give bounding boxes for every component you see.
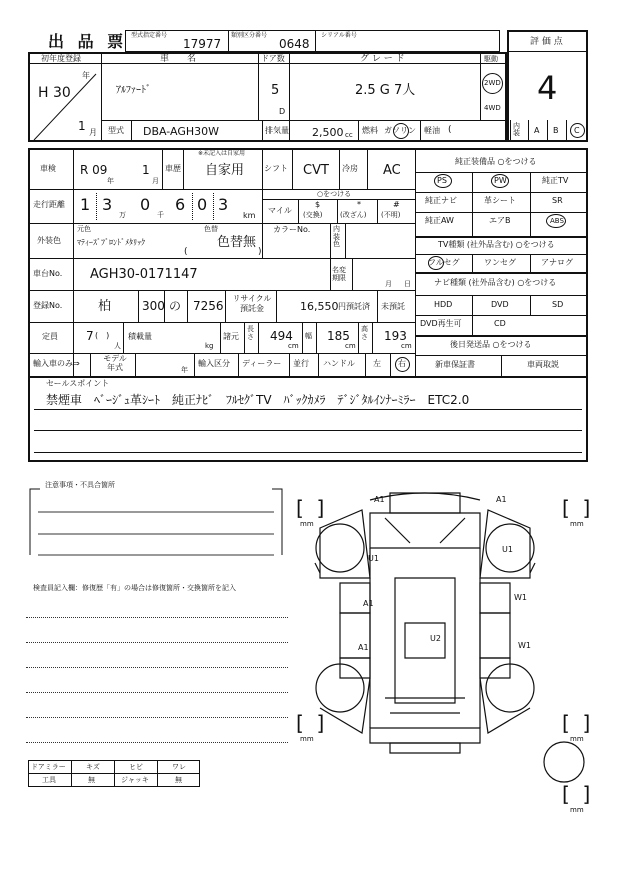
paren-close: ) bbox=[258, 247, 262, 257]
length-cm: cm bbox=[288, 342, 299, 350]
width-label: 幅 bbox=[305, 332, 312, 340]
recycle-unpaid: 未預託 bbox=[381, 302, 405, 311]
table-h2: キズ bbox=[86, 763, 100, 771]
recycle-value: 16,550 bbox=[300, 300, 339, 313]
class-label: 類別区分番号 bbox=[231, 32, 268, 39]
capacity-value: 7 bbox=[86, 329, 94, 343]
handle-right: 右 bbox=[398, 359, 406, 368]
chassis-label: 車台No. bbox=[33, 269, 63, 278]
model-code-label: 型式 bbox=[108, 126, 124, 135]
table-r1: 工具 bbox=[42, 776, 56, 784]
drive-label: 駆動 bbox=[484, 55, 498, 63]
history-note: ※未記入は自家用 bbox=[198, 150, 246, 157]
tv-oneseg: ワンセグ bbox=[484, 258, 516, 267]
tire-bracket-spare: [ ] bbox=[562, 782, 591, 806]
handle-left: 左 bbox=[373, 359, 381, 368]
tire-mm-spare: mm bbox=[570, 806, 584, 814]
mile-option: マイル bbox=[268, 206, 292, 215]
mileage-digit-1: 1 bbox=[80, 195, 91, 214]
star-mark: * bbox=[357, 200, 361, 209]
caution-label: 注意事項・不具合箇所 bbox=[45, 481, 115, 489]
equip-pw: PW bbox=[494, 176, 507, 185]
drive-4wd: 4WD bbox=[484, 104, 501, 112]
exterior-label: 外装色 bbox=[37, 236, 61, 245]
mark-roof: U2 bbox=[430, 634, 441, 643]
shift-label: シフト bbox=[264, 164, 288, 173]
drive-2wd: 2WD bbox=[484, 79, 501, 87]
table-r2: 無 bbox=[88, 776, 95, 784]
equip-sr: SR bbox=[552, 196, 563, 205]
table-r3: ジャッキ bbox=[121, 776, 149, 784]
history-value: 自家用 bbox=[205, 163, 245, 178]
reg-num: 7256 bbox=[193, 299, 224, 313]
man-unit: 万 bbox=[119, 211, 126, 219]
equip-abs-circle bbox=[546, 214, 566, 228]
interior-color-label: 内装色 bbox=[333, 225, 340, 249]
tire-bracket-rl: [ ] bbox=[296, 711, 325, 735]
navi-dvd: DVD bbox=[491, 300, 509, 309]
reg-area: 柏 bbox=[98, 299, 112, 314]
tv-analog: アナログ bbox=[541, 258, 573, 267]
mark-door-rear-right: W1 bbox=[518, 641, 531, 650]
mark-door-front-right: W1 bbox=[514, 593, 527, 602]
table-h1: ドアミラー bbox=[31, 763, 66, 771]
mileage-digit-5: 0 bbox=[197, 195, 208, 214]
grade-label: グ レ ー ド bbox=[360, 54, 405, 64]
mark-fender-right: U1 bbox=[502, 545, 513, 554]
height-value: 193 bbox=[384, 329, 407, 343]
equip-ps: PS bbox=[437, 176, 447, 185]
dealer-option: ディーラー bbox=[242, 359, 282, 368]
interior-c: C bbox=[574, 126, 580, 135]
reg-class: 300 bbox=[142, 299, 165, 313]
equip-navi: 純正ナビ bbox=[425, 196, 457, 205]
interior-label: 内装 bbox=[513, 122, 520, 137]
equip-ps-circle bbox=[434, 174, 452, 188]
mark-fender-left: U1 bbox=[368, 554, 379, 563]
mark-door-rear-left: A1 bbox=[358, 643, 369, 652]
fuel-paren: ( ) bbox=[448, 125, 510, 135]
inspection-month-unit: 月 bbox=[152, 177, 159, 185]
car-name-value: ｱﾙﾌｧｰﾄﾞ bbox=[116, 85, 151, 96]
dims-label: 諸元 bbox=[223, 332, 239, 341]
repaint-value: 色替無 bbox=[217, 235, 257, 250]
spec-value: 17977 bbox=[183, 37, 222, 51]
height-cm: cm bbox=[401, 342, 412, 350]
width-value: 185 bbox=[327, 329, 350, 343]
score-label: 評 価 点 bbox=[530, 37, 563, 47]
fuel-label: 燃料 bbox=[362, 126, 378, 135]
tire-mm-fr: mm bbox=[570, 520, 584, 528]
interior-b: B bbox=[553, 126, 559, 135]
kg-unit: kg bbox=[205, 342, 214, 350]
repaint-label: 色替 bbox=[204, 225, 218, 233]
width-cm: cm bbox=[345, 342, 356, 350]
navi-cd: CD bbox=[494, 319, 506, 328]
tire-bracket-fr: [ ] bbox=[562, 496, 591, 520]
paren-open: ( bbox=[184, 247, 188, 257]
navi-type-header: ナビ種類 (社外品含む) ○をつける bbox=[434, 278, 557, 287]
capacity-label: 定員 bbox=[42, 332, 58, 341]
first-reg-month: 1 bbox=[78, 119, 86, 133]
fuel-circle bbox=[393, 123, 409, 139]
history-label: 車歴 bbox=[165, 164, 181, 173]
displacement-label: 排気量 bbox=[265, 126, 289, 135]
recycle-label: リサイクル預託金 bbox=[232, 294, 272, 313]
model-year-label: モデル年式 bbox=[103, 354, 127, 372]
name-change-label: 名変期限 bbox=[332, 266, 346, 283]
inspection-month: 1 bbox=[142, 163, 150, 177]
spec-label: 型式指定番号 bbox=[131, 32, 168, 39]
class-value: 0648 bbox=[279, 37, 310, 51]
interior-c-circle bbox=[570, 123, 585, 138]
cooler-value: AC bbox=[383, 163, 401, 178]
spare-tire bbox=[540, 738, 590, 788]
dollar-mark: $ bbox=[315, 200, 321, 209]
equip-header: 純正装備品 ○をつける bbox=[455, 157, 537, 166]
car-name-label: 車 名 bbox=[160, 54, 197, 64]
car-diagram bbox=[300, 488, 560, 758]
parallel-option: 並行 bbox=[293, 359, 309, 368]
recycle-paid: 円預託済 bbox=[338, 302, 370, 311]
displacement-value: 2,500 bbox=[312, 126, 344, 139]
tire-bracket-rr: [ ] bbox=[562, 711, 591, 735]
orig-color-value: ﾏﾃｨｰｽﾞﾌﾞﾛﾝﾄﾞﾒﾀﾘｯｸ bbox=[77, 238, 145, 247]
tire-mm-rr: mm bbox=[570, 735, 584, 743]
mileage-digit-3: 0 bbox=[140, 195, 151, 214]
year-unit: 年 bbox=[82, 71, 90, 80]
inspection-value: R 09 bbox=[80, 163, 108, 177]
handle-label: ハンドル bbox=[323, 359, 355, 368]
import-label: 輸入車のみ⇒ bbox=[33, 359, 80, 368]
navi-dvd-play: DVD再生可 bbox=[420, 319, 462, 328]
mileage-circle-note: ○をつける bbox=[317, 190, 352, 198]
inspection-year-unit: 年 bbox=[107, 177, 114, 185]
document-title: 出 品 票 bbox=[48, 32, 128, 51]
tampered-option: (改ざん) bbox=[340, 211, 367, 219]
table-h3: ヒビ bbox=[129, 763, 143, 771]
sen-unit: 千 bbox=[157, 211, 164, 219]
equip-aw: 純正AW bbox=[425, 216, 454, 225]
unknown-option: (不明) bbox=[381, 211, 401, 219]
reg-kana: の bbox=[169, 299, 182, 313]
first-reg-label: 初年度登録 bbox=[41, 54, 81, 63]
score-value: 4 bbox=[537, 69, 558, 107]
load-label: 積載量 bbox=[128, 332, 152, 341]
first-reg-era: H 30 bbox=[38, 85, 71, 101]
chassis-value: AGH30-0171147 bbox=[90, 267, 198, 282]
equip-pw-circle bbox=[491, 174, 509, 188]
color-no-label: カラーNo. bbox=[273, 225, 311, 234]
grade-value: 2.5 G 7人 bbox=[355, 83, 416, 98]
equip-leather: 革シート bbox=[484, 196, 516, 205]
later-warranty: 新車保証書 bbox=[435, 360, 475, 369]
import-class-label: 輸入区分 bbox=[198, 359, 230, 368]
exchange-option: (交換) bbox=[303, 211, 323, 219]
table-h4: ワレ bbox=[172, 763, 186, 771]
shift-value: CVT bbox=[303, 163, 329, 178]
name-change-month: 月 bbox=[385, 280, 392, 288]
door-suffix: D bbox=[279, 107, 286, 116]
length-label: 長さ bbox=[247, 325, 254, 341]
height-label: 高さ bbox=[361, 325, 368, 341]
model-code-value: DBA-AGH30W bbox=[143, 125, 220, 138]
tire-mm-fl: mm bbox=[300, 520, 314, 528]
equip-abs: ABS bbox=[550, 217, 564, 225]
month-unit: 月 bbox=[89, 128, 97, 137]
interior-a: A bbox=[534, 126, 540, 135]
mark-front-right: A1 bbox=[496, 495, 507, 504]
tire-mm-rl: mm bbox=[300, 735, 314, 743]
mileage-digit-2: 3 bbox=[102, 195, 113, 214]
mark-front-bumper: A1 bbox=[374, 495, 385, 504]
cooler-label: 冷房 bbox=[342, 164, 358, 173]
name-change-day: 日 bbox=[404, 280, 411, 288]
tv-fullseg-circle bbox=[428, 256, 444, 270]
cc-unit: cc bbox=[345, 131, 353, 139]
inspection-label: 車検 bbox=[40, 164, 56, 173]
tire-bracket-fl: [ ] bbox=[296, 496, 325, 520]
length-value: 494 bbox=[270, 329, 293, 343]
tv-fullseg: フルセグ bbox=[428, 258, 460, 267]
light-oil-label: 軽油 bbox=[424, 126, 440, 135]
navi-sd: SD bbox=[552, 300, 564, 309]
sales-label: セールスポイント bbox=[46, 379, 110, 388]
equip-airbag: エアB bbox=[489, 216, 511, 225]
header-box bbox=[125, 30, 500, 52]
doors-value: 5 bbox=[271, 83, 280, 98]
hash-mark: # bbox=[393, 200, 400, 209]
model-year-unit: 年 bbox=[181, 366, 188, 374]
fuel-gasoline: ガソリン bbox=[384, 126, 416, 135]
handle-right-circle bbox=[395, 357, 410, 372]
equip-tv: 純正TV bbox=[542, 176, 569, 185]
mileage-digit-4: 6 bbox=[175, 195, 186, 214]
serial-label: シリアル番号 bbox=[321, 32, 357, 39]
mileage-label: 走行距離 bbox=[33, 200, 65, 209]
table-r4: 無 bbox=[175, 776, 182, 784]
later-manual: 車両取説 bbox=[527, 360, 559, 369]
orig-color-label: 元色 bbox=[77, 225, 91, 233]
mark-door-front-left: A1 bbox=[363, 599, 374, 608]
tv-type-header: TV種類 (社外品含む) ○をつける bbox=[438, 240, 555, 249]
reg-label: 登録No. bbox=[33, 301, 63, 310]
sales-text: 禁煙車 ﾍﾞｰｼﾞｭ革ｼｰﾄ 純正ﾅﾋﾞ ﾌﾙｾｸﾞTV ﾊﾞｯｸｶﾒﾗ ﾃﾞｼﾞﾀﾙｲﾝﾅｰﾐﾗｰ ETC2.0 bbox=[46, 393, 470, 407]
capacity-paren: ( ) bbox=[95, 331, 110, 340]
km-unit: km bbox=[243, 211, 256, 220]
later-header: 後日発送品 ○をつける bbox=[450, 340, 532, 349]
navi-hdd: HDD bbox=[434, 300, 453, 309]
person-unit: 人 bbox=[114, 342, 121, 350]
doors-label: ドア数 bbox=[261, 54, 285, 63]
inspector-note: 検査員記入欄：修復歴「有」の場合は修復箇所・交換箇所を記入 bbox=[33, 584, 236, 592]
mileage-digit-6: 3 bbox=[218, 195, 229, 214]
caution-brackets bbox=[26, 485, 286, 560]
